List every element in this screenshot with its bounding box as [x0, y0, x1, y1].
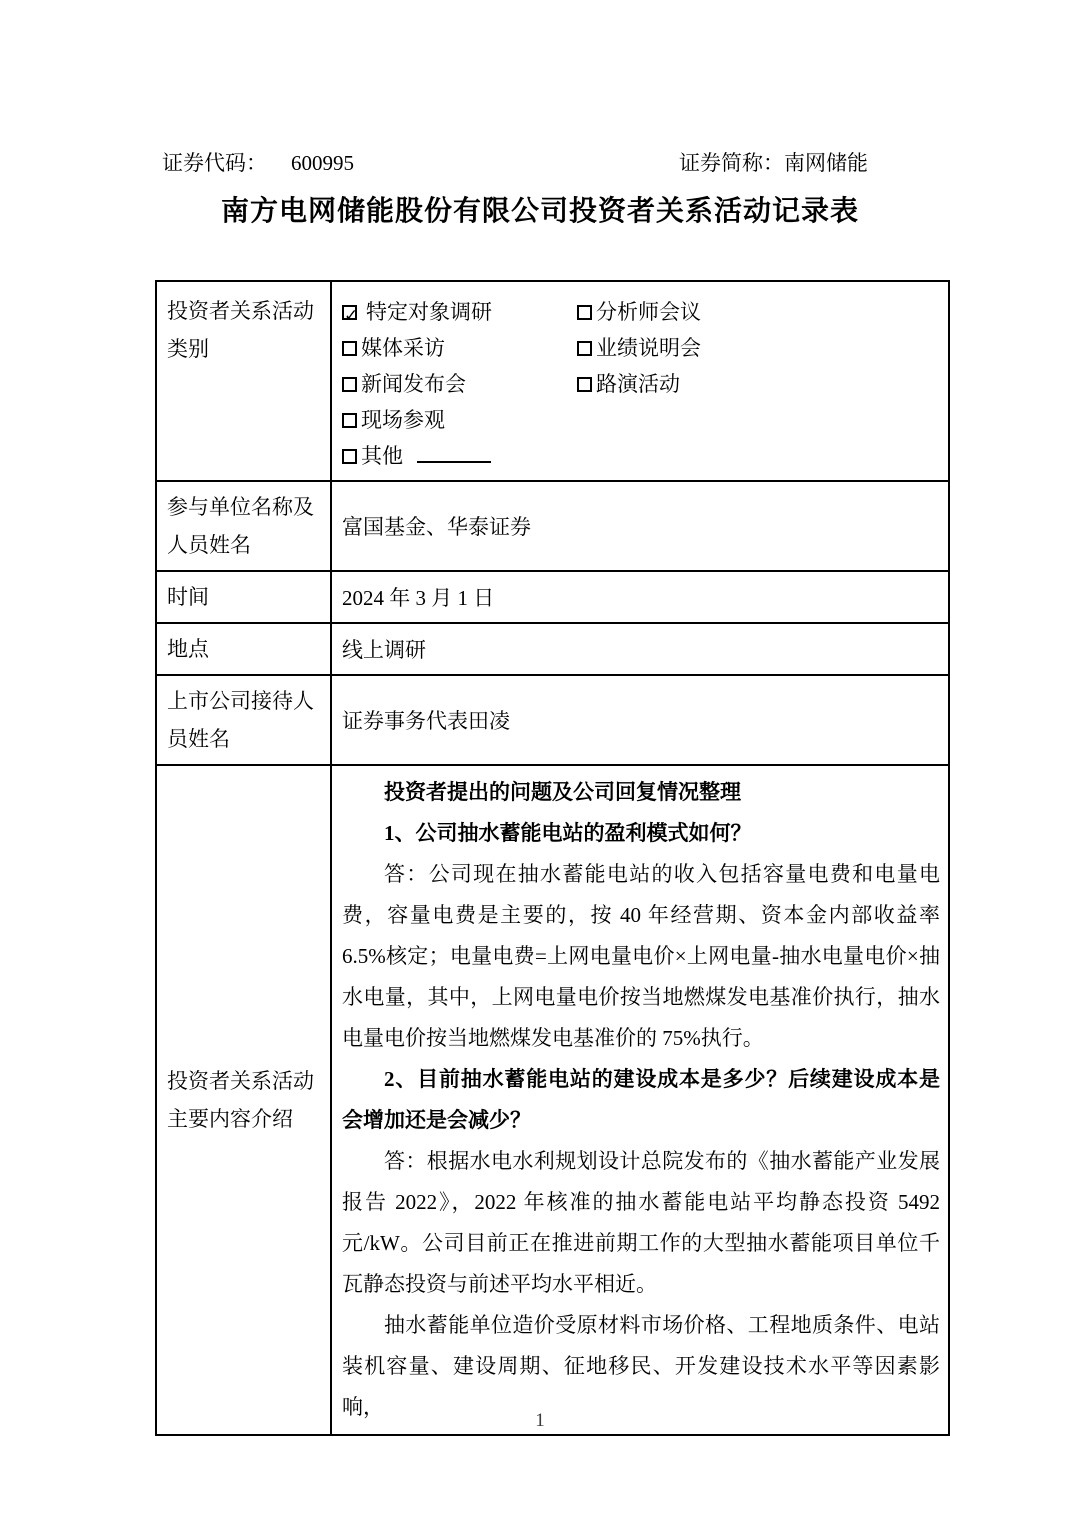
receptionist-value: 证券事务代表田凌	[331, 675, 949, 765]
record-table	[155, 280, 950, 1436]
checkbox-unchecked-icon	[342, 413, 357, 428]
stock-code-label: 证券代码：	[162, 151, 267, 175]
content-paragraph: 2、目前抽水蓄能电站的建设成本是多少？后续建设成本是会增加还是会减少？	[342, 1067, 940, 1132]
stock-short-name-label: 证券简称：	[679, 151, 784, 175]
activity-category-options	[331, 281, 949, 481]
checkbox-unchecked-icon	[342, 449, 357, 464]
activity-category-row	[156, 281, 949, 481]
checkbox-option-media-interview	[342, 330, 577, 366]
checkbox-option-label: 其他	[361, 444, 403, 468]
checkbox-grid-row	[342, 294, 940, 330]
time-label: 时间	[156, 571, 331, 623]
stock-code-value: 600995	[291, 151, 354, 175]
participants-label: 参与单位名称及人员姓名	[156, 481, 331, 571]
time-row	[156, 571, 949, 623]
checkbox-checked-icon	[342, 305, 357, 320]
checkbox-option-label: 媒体采访	[361, 336, 445, 360]
activity-category-label: 投资者关系活动类别	[156, 281, 331, 481]
location-value: 线上调研	[331, 623, 949, 675]
content-paragraph: 投资者提出的问题及公司回复情况整理	[384, 780, 741, 804]
stock-short-name-value: 南网储能	[784, 151, 868, 175]
checkbox-grid-row	[342, 366, 940, 402]
checkbox-unchecked-icon	[577, 341, 592, 356]
content-paragraph: 答：根据水电水利规划设计总院发布的《抽水蓄能产业发展报告 2022》，2022 年核准的抽水蓄能电站平均静态投资 5492 元/kW。公司目前正在推进前期工作的大型抽水蓄能项目单位千瓦静态投资与前述平均水平相近。	[342, 1149, 940, 1296]
content-paragraph: 抽水蓄能单位造价受原材料市场价格、工程地质条件、电站装机容量、建设周期、征地移民、开发建设技术水平等因素影响，	[342, 1313, 940, 1419]
checkbox-option-other	[342, 438, 577, 474]
page-number: 1	[535, 1410, 545, 1431]
checkbox-option-label: 新闻发布会	[361, 372, 466, 396]
page-title: 南方电网储能股份有限公司投资者关系活动记录表	[220, 196, 859, 227]
checkbox-option-specific-object-research	[342, 294, 577, 330]
location-label: 地点	[156, 623, 331, 675]
checkbox-grid-row	[342, 438, 940, 474]
blank-underline	[417, 447, 491, 463]
checkbox-grid-row	[342, 402, 940, 438]
checkbox-option-press-conference	[342, 366, 577, 402]
location-row	[156, 623, 949, 675]
main-content-row	[156, 765, 949, 1435]
checkbox-option-label: 特定对象调研	[366, 300, 492, 324]
checkbox-option-roadshow	[577, 366, 940, 402]
checkbox-grid-row	[342, 330, 940, 366]
checkbox-option-label: 分析师会议	[596, 300, 701, 324]
checkbox-grid	[342, 292, 940, 474]
checkbox-unchecked-icon	[342, 341, 357, 356]
time-value: 2024 年 3 月 1 日	[331, 571, 949, 623]
content-paragraph: 答：公司现在抽水蓄能电站的收入包括容量电费和电量电费，容量电费是主要的，按 40 年经营期、资本金内部收益率 6.5%核定；电量电费=上网电量电价×上网电量-抽水电量电价×抽水电量，其中，上网电量电价按当地燃煤发电基准价执行，抽水电量电价按当地燃煤发电基准价的 75%执行。	[342, 862, 940, 1050]
main-content-label: 投资者关系活动主要内容介绍	[156, 765, 331, 1435]
stock-short-name	[679, 150, 868, 176]
receptionist-label: 上市公司接待人员姓名	[156, 675, 331, 765]
checkbox-unchecked-icon	[577, 305, 592, 320]
checkbox-option-label: 业绩说明会	[596, 336, 701, 360]
checkbox-option-performance-briefing	[577, 330, 940, 366]
checkbox-unchecked-icon	[577, 377, 592, 392]
document-header	[0, 0, 1080, 176]
checkbox-unchecked-icon	[342, 377, 357, 392]
receptionist-row	[156, 675, 949, 765]
stock-code	[162, 150, 354, 176]
checkbox-option-label: 现场参观	[361, 408, 445, 432]
participants-row	[156, 481, 949, 571]
content-paragraph: 1、公司抽水蓄能电站的盈利模式如何？	[384, 821, 752, 845]
checkbox-option-label: 路演活动	[596, 372, 680, 396]
main-content-body	[331, 765, 949, 1435]
checkbox-option-analyst-meeting	[577, 294, 940, 330]
checkbox-option-site-visit	[342, 402, 577, 438]
participants-value: 富国基金、华泰证券	[331, 481, 949, 571]
